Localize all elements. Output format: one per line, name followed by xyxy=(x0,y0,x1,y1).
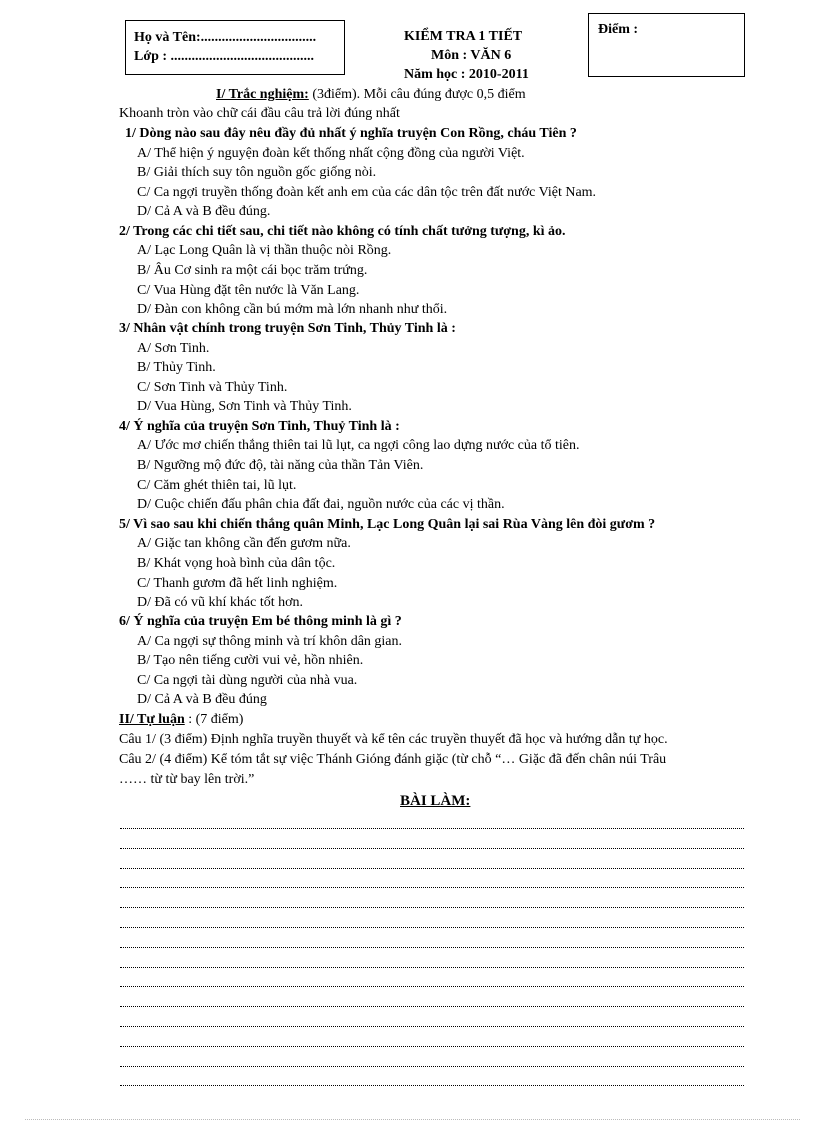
q1-option-d[interactable]: D/ Cả A và B đều đúng. xyxy=(137,204,271,219)
q5-option-a[interactable]: A/ Giặc tan không cần đến gươm nữa. xyxy=(137,536,351,551)
part1-points: (3điểm). Mỗi câu đúng được 0,5 điểm xyxy=(312,87,526,102)
answer-line[interactable] xyxy=(120,848,744,849)
question-4: 4/ Ý nghĩa của truyện Sơn Tinh, Thuỷ Tinh là : xyxy=(119,419,400,434)
exam-subject: Môn : VĂN 6 xyxy=(431,48,512,63)
q5-option-b[interactable]: B/ Khát vọng hoà bình của dân tộc. xyxy=(137,556,336,571)
question-1: 1/ Dòng nào sau đây nêu đầy đủ nhất ý nghĩa truyện Con Rồng, cháu Tiên ? xyxy=(125,126,577,141)
answer-line[interactable] xyxy=(120,887,744,888)
q4-option-a[interactable]: A/ Ước mơ chiến thắng thiên tai lũ lụt, ca ngợi công lao dựng nước của tổ tiên. xyxy=(137,438,580,453)
answer-line[interactable] xyxy=(120,1085,744,1086)
q3-option-d[interactable]: D/ Vua Hùng, Sơn Tinh và Thủy Tinh. xyxy=(137,399,352,414)
exam-year: Năm học : 2010-2011 xyxy=(404,67,529,82)
q6-option-c[interactable]: C/ Ca ngợi tài dùng người của nhà vua. xyxy=(137,673,358,688)
student-info-box xyxy=(125,20,345,75)
q6-option-b[interactable]: B/ Tạo nên tiếng cười vui vẻ, hồn nhiên. xyxy=(137,653,364,668)
answer-line[interactable] xyxy=(120,1066,744,1067)
q2-option-c[interactable]: C/ Vua Hùng đặt tên nước là Văn Lang. xyxy=(137,283,360,298)
q1-option-c[interactable]: C/ Ca ngợi truyền thống đoàn kết anh em của các dân tộc trên đất nước Việt Nam. xyxy=(137,185,597,200)
exam-title: KIỂM TRA 1 TIẾT xyxy=(404,29,523,44)
question-6: 6/ Ý nghĩa của truyện Em bé thông minh là gì ? xyxy=(119,614,402,629)
question-3: 3/ Nhân vật chính trong truyện Sơn Tinh, Thủy Tinh là : xyxy=(119,321,456,336)
answer-line[interactable] xyxy=(120,907,744,908)
part2-heading-line xyxy=(119,712,243,728)
essay-question-2: Câu 2/ (4 điểm) Kể tóm tắt sự việc Thánh Gióng đánh giặc (từ chỗ “… Giặc đã đến chân núi Trâu xyxy=(119,752,667,767)
score-label: Điểm : xyxy=(598,22,639,37)
q3-option-a[interactable]: A/ Sơn Tinh. xyxy=(137,341,210,356)
q2-option-d[interactable]: D/ Đàn con không cần bú mớm mà lớn nhanh như thổi. xyxy=(137,302,448,317)
q4-option-c[interactable]: C/ Căm ghét thiên tai, lũ lụt. xyxy=(137,478,297,493)
answer-line[interactable] xyxy=(120,927,744,928)
answer-line[interactable] xyxy=(120,828,744,829)
essay-question-1: Câu 1/ (3 điểm) Định nghĩa truyền thuyết và kể tên các truyền thuyết đã học và hướng dẫn tự học. xyxy=(119,732,668,747)
part2-points: : (7 điểm) xyxy=(184,712,244,727)
q6-option-d[interactable]: D/ Cả A và B đều đúng xyxy=(137,692,267,707)
answer-line[interactable] xyxy=(120,1006,744,1007)
essay-question-2-cont: …… từ từ bay lên trời.” xyxy=(119,772,255,787)
question-5: 5/ Vì sao sau khi chiến thắng quân Minh, Lạc Long Quân lại sai Rùa Vàng lên đòi gươm ? xyxy=(119,517,656,532)
answer-line[interactable] xyxy=(120,986,744,987)
answer-heading: BÀI LÀM: xyxy=(400,793,471,809)
q4-option-b[interactable]: B/ Ngưỡng mộ đức độ, tài năng của thần Tản Viên. xyxy=(137,458,424,473)
q1-option-b[interactable]: B/ Giải thích suy tôn nguồn gốc giống nòi. xyxy=(137,165,377,180)
q6-option-a[interactable]: A/ Ca ngợi sự thông minh và trí khôn dân gian. xyxy=(137,634,403,649)
q5-option-c[interactable]: C/ Thanh gươm đã hết linh nghiệm. xyxy=(137,576,338,591)
q1-option-a[interactable]: A/ Thể hiện ý nguyện đoàn kết thống nhất cộng đồng của người Việt. xyxy=(137,146,525,161)
answer-line[interactable] xyxy=(120,967,744,968)
question-2: 2/ Trong các chi tiết sau, chi tiết nào không có tính chất tưởng tượng, kì ảo. xyxy=(119,224,566,239)
part1-heading: I/ Trắc nghiệm: xyxy=(216,87,309,102)
answer-line[interactable] xyxy=(120,947,744,948)
q3-option-b[interactable]: B/ Thủy Tinh. xyxy=(137,360,216,375)
student-name-field[interactable]: Họ và Tên:................................. xyxy=(134,30,317,45)
answer-line[interactable] xyxy=(120,868,744,869)
q4-option-d[interactable]: D/ Cuộc chiến đấu phân chia đất đai, nguồn nước của các vị thần. xyxy=(137,497,505,512)
q2-option-b[interactable]: B/ Âu Cơ sinh ra một cái bọc trăm trứng. xyxy=(137,263,368,278)
answer-line[interactable] xyxy=(120,1026,744,1027)
q2-option-a[interactable]: A/ Lạc Long Quân là vị thần thuộc nòi Rồng. xyxy=(137,243,392,258)
part2-heading: II/ Tự luận xyxy=(119,712,185,727)
answer-line[interactable] xyxy=(120,1046,744,1047)
part1-instruction: Khoanh tròn vào chữ cái đầu câu trả lời đúng nhất xyxy=(119,106,400,121)
q5-option-d[interactable]: D/ Đã có vũ khí khác tốt hơn. xyxy=(137,595,304,610)
page-bottom-border xyxy=(25,1119,800,1120)
q3-option-c[interactable]: C/ Sơn Tinh và Thủy Tinh. xyxy=(137,380,288,395)
part1-heading-line xyxy=(216,87,526,103)
student-class-field[interactable]: Lớp : ......................................... xyxy=(134,49,315,64)
